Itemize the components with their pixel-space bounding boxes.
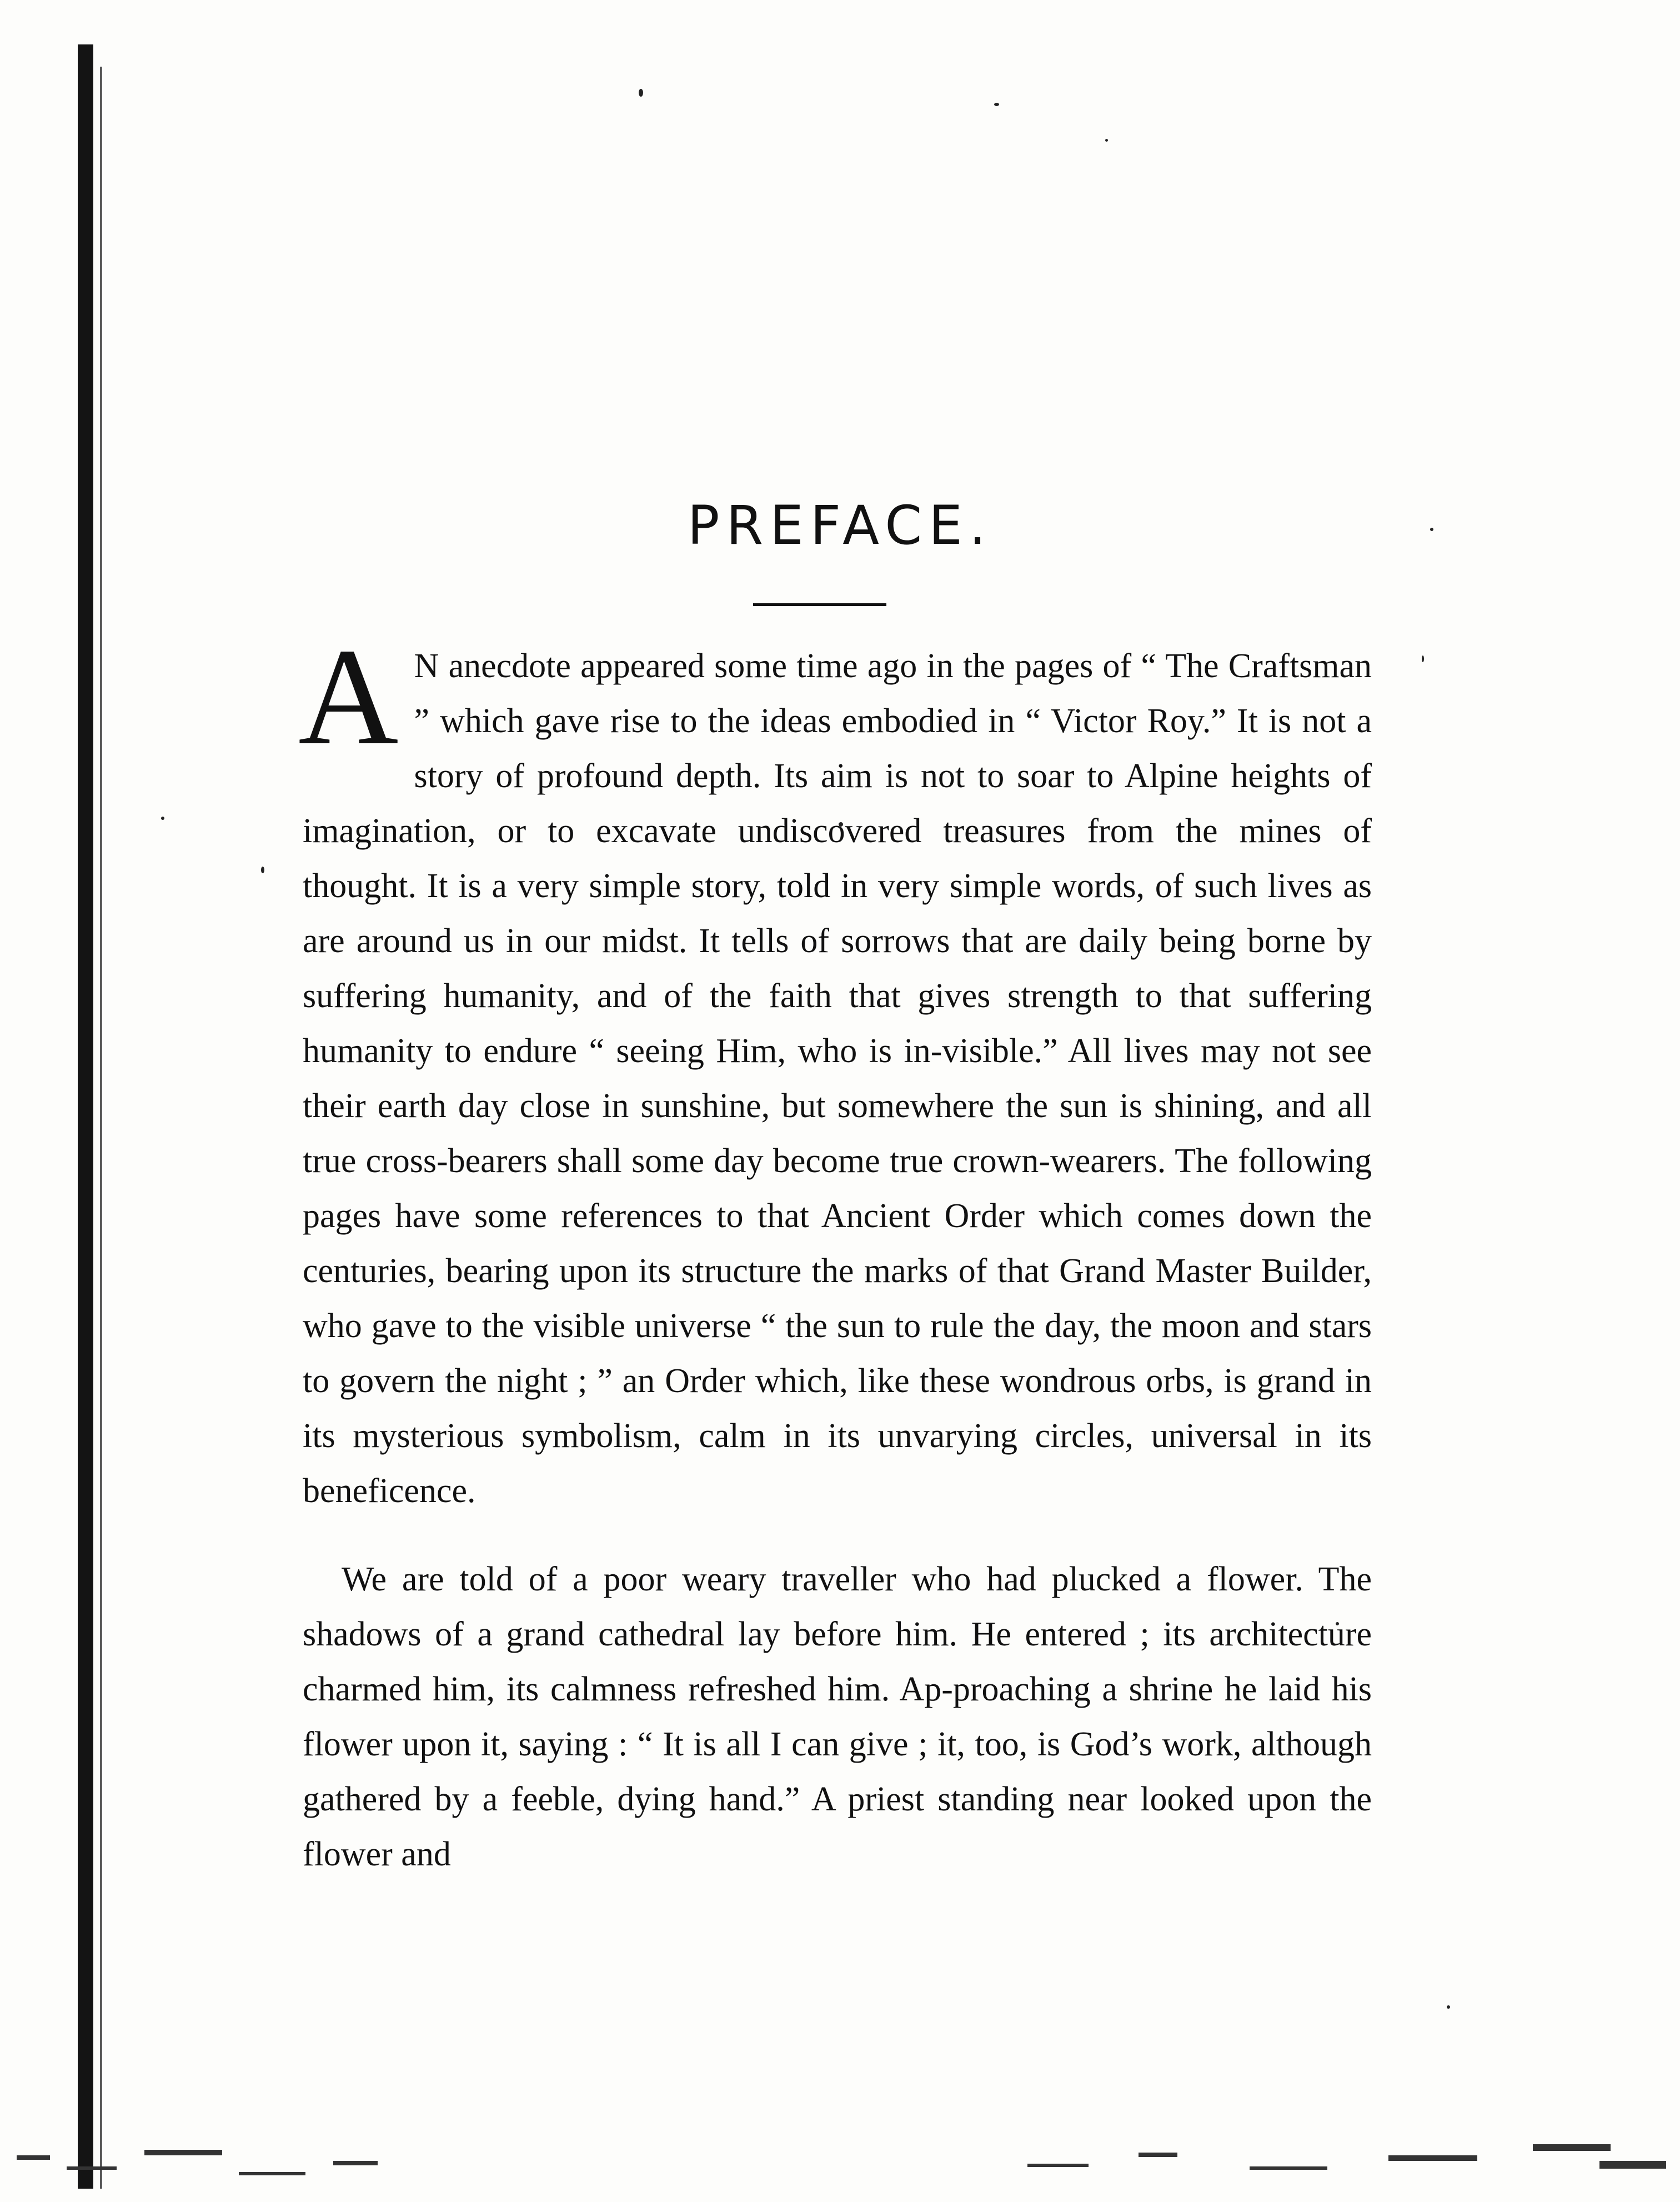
ink-speck (994, 103, 999, 106)
drop-cap: A (298, 620, 399, 774)
scan-noise (0, 2133, 1680, 2202)
page-title: PREFACE. (687, 494, 993, 557)
binding-shadow (100, 67, 102, 2189)
ink-speck (161, 817, 164, 820)
ink-speck (639, 89, 643, 97)
ink-speck (1422, 655, 1424, 662)
binding-edge (78, 44, 93, 2189)
paragraph (298, 620, 1372, 1519)
paragraph-text: N anecdote appeared some time ago in the pages of “ The Craftsman ” which gave rise to the ideas embodied in “ Victor Roy.” It is not a story of profound depth. Its aim is not to soar to Alpine heights of imagination, or to excavate undiscovered treasures from the mines of thought. It is a very simple story, told in very simple words, of such lives as are around us in our midst. It tells of sorrows that are daily being borne by suffering humanity, and of the faith that gives strength to that suffering humanity to endure “ seeing Him, who is in-visible.” All lives may not see their earth day close in sunshine, but somewhere the sun is shining, and all true cross-bearers shall some day become true crown-wearers. The following pages have some references to that Ancient Order which comes down the centuries, bearing upon its structure the marks of that Grand Master Builder, who gave to the visible universe “ the sun to rule the day, the moon and stars to govern the night ; ” an Order which, like these wondrous orbs, is grand in its mysterious symbolism, calm in its unvarying circles, universal in its beneficence. (303, 647, 1372, 1510)
ink-speck (1105, 139, 1108, 142)
paragraph (303, 1552, 1372, 1882)
title-rule (753, 603, 886, 606)
body-text (298, 620, 1372, 1882)
paragraph-text: We are told of a poor weary traveller who had plucked a flower. The shadows of a grand cathedral lay before him. He entered ; its architecture charmed him, its calmness refreshed him. Ap-proaching a shrine he laid his flower upon it, saying : “ It is all I can give ; it, too, is God’s work, although gathered by a feeble, dying hand.” A priest standing near looked upon the flower and (303, 1560, 1372, 1873)
ink-speck (261, 867, 264, 873)
ink-speck (1447, 2005, 1450, 2009)
